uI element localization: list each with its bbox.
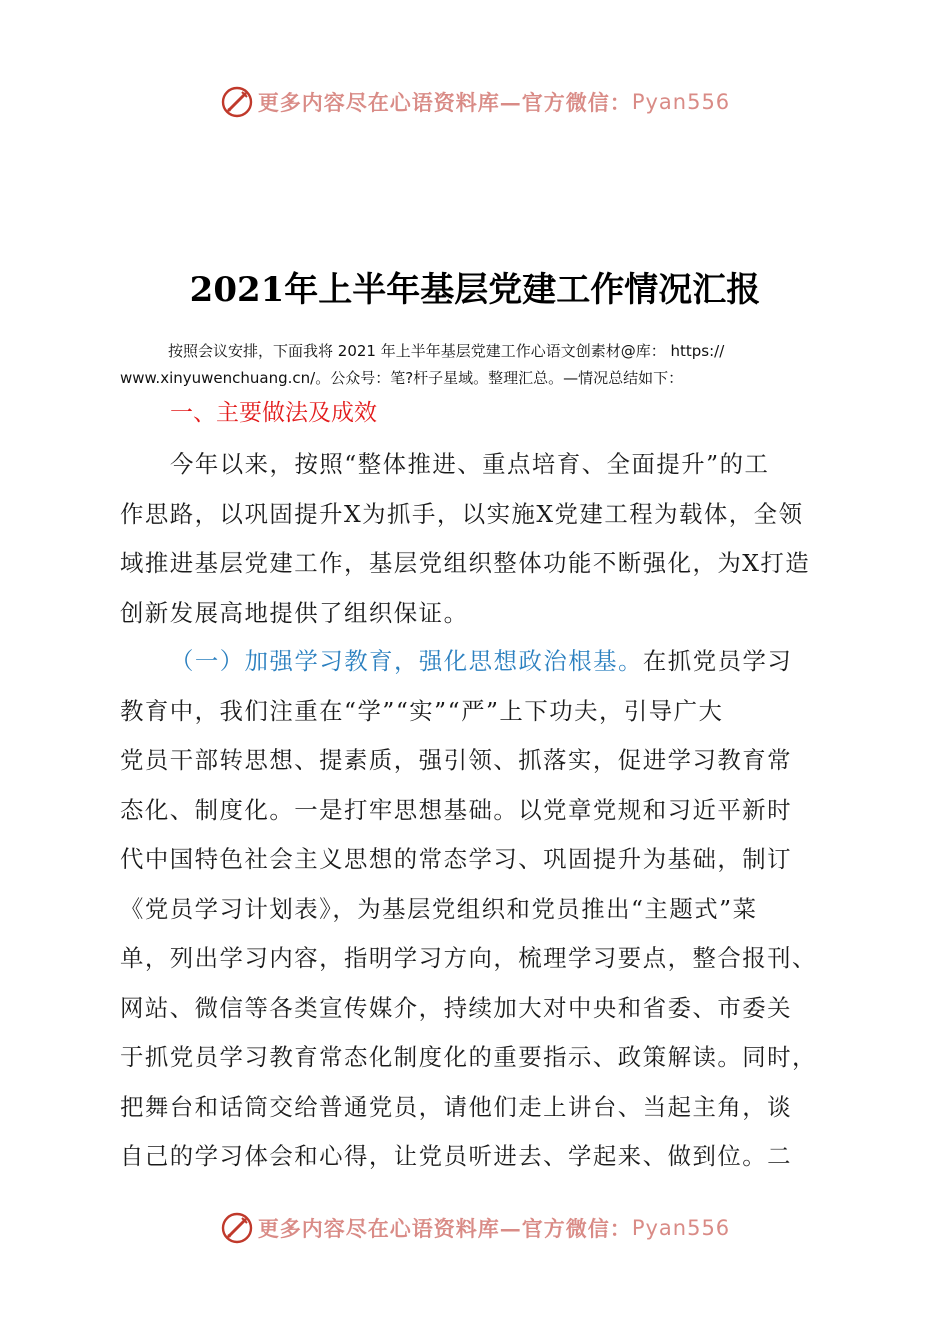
section-heading: 一、主要做法及成效 xyxy=(170,400,377,426)
body-paragraph-1 xyxy=(120,440,832,638)
paragraph-line: 党员干部转思想、提素质，强引领、抓落实，促进学习教育常 xyxy=(120,746,793,774)
watermark-text: 更多内容尽在心语资料库—官方微信： xyxy=(257,90,632,115)
body-paragraph-2 xyxy=(120,637,832,1182)
paragraph-first-line xyxy=(120,637,832,687)
paragraph-line: 态化、制度化。一是打牢思想基础。以党章党规和习近平新时 xyxy=(120,795,793,824)
paragraph-line: 《党员学习计划表》，为基层党组织和党员推出“主题式”菜 xyxy=(120,894,758,923)
paragraph-line: 单，列出学习内容，指明学习方向，梳理学习要点，整合报刊、 xyxy=(120,944,817,972)
intro-paragraph xyxy=(120,338,835,392)
paragraph-line: 域推进基层党建工作，基层党组织整体功能不断强化，为X打造 xyxy=(120,549,811,577)
paragraph-line: 自己的学习体会和心得，让党员听进去、学起来、做到位。二 xyxy=(120,1142,793,1170)
watermark-wechat-id: Pyan556 xyxy=(631,90,731,114)
watermark-text: 更多内容尽在心语资料库—官方微信： xyxy=(257,1216,632,1241)
watermark-banner-top xyxy=(0,82,950,122)
watermark-banner-bottom xyxy=(0,1208,950,1248)
paragraph-line: 代中国特色社会主义思想的常态学习、巩固提升为基础，制订 xyxy=(120,845,793,873)
document-title: 2021年上半年基层党建工作情况汇报 xyxy=(189,270,761,310)
paragraph-line: 网站、微信等各类宣传媒介，持续加大对中央和省委、市委关 xyxy=(120,993,793,1022)
paragraph-line: 作思路，以巩固提升X为抓手，以实施X党建工程为载体，全领 xyxy=(120,499,804,528)
pen-logo-icon xyxy=(220,85,254,119)
pen-logo-icon xyxy=(220,1211,254,1245)
paragraph-line: 教育中，我们注重在“学”“实”“严”上下功夫，引导广大 xyxy=(120,696,724,725)
intro-line: www.xinyuwenchuang.cn/。公众号：笔?杆子星域。整理汇总。—情况总结如下： xyxy=(120,369,684,387)
subheading: （一）加强学习教育，强化思想政治根基。 xyxy=(170,647,643,675)
watermark-wechat-id: Pyan556 xyxy=(631,1216,731,1240)
paragraph-line: 把舞台和话筒交给普通党员，请他们走上讲台、当起主角，谈 xyxy=(120,1092,793,1121)
paragraph-line: 于抓党员学习教育常态化制度化的重要指示、政策解读。同时， xyxy=(120,1043,817,1071)
intro-line: 按照会议安排，下面我将 2021 年上半年基层党建工作心语文创素材@库： https:// xyxy=(168,342,725,360)
paragraph-line: 今年以来，按照“整体推进、重点培育、全面提升”的工 xyxy=(170,450,770,478)
paragraph-text: 在抓党员学习 xyxy=(642,647,793,675)
paragraph-line: 创新发展高地提供了组织保证。 xyxy=(120,598,469,627)
